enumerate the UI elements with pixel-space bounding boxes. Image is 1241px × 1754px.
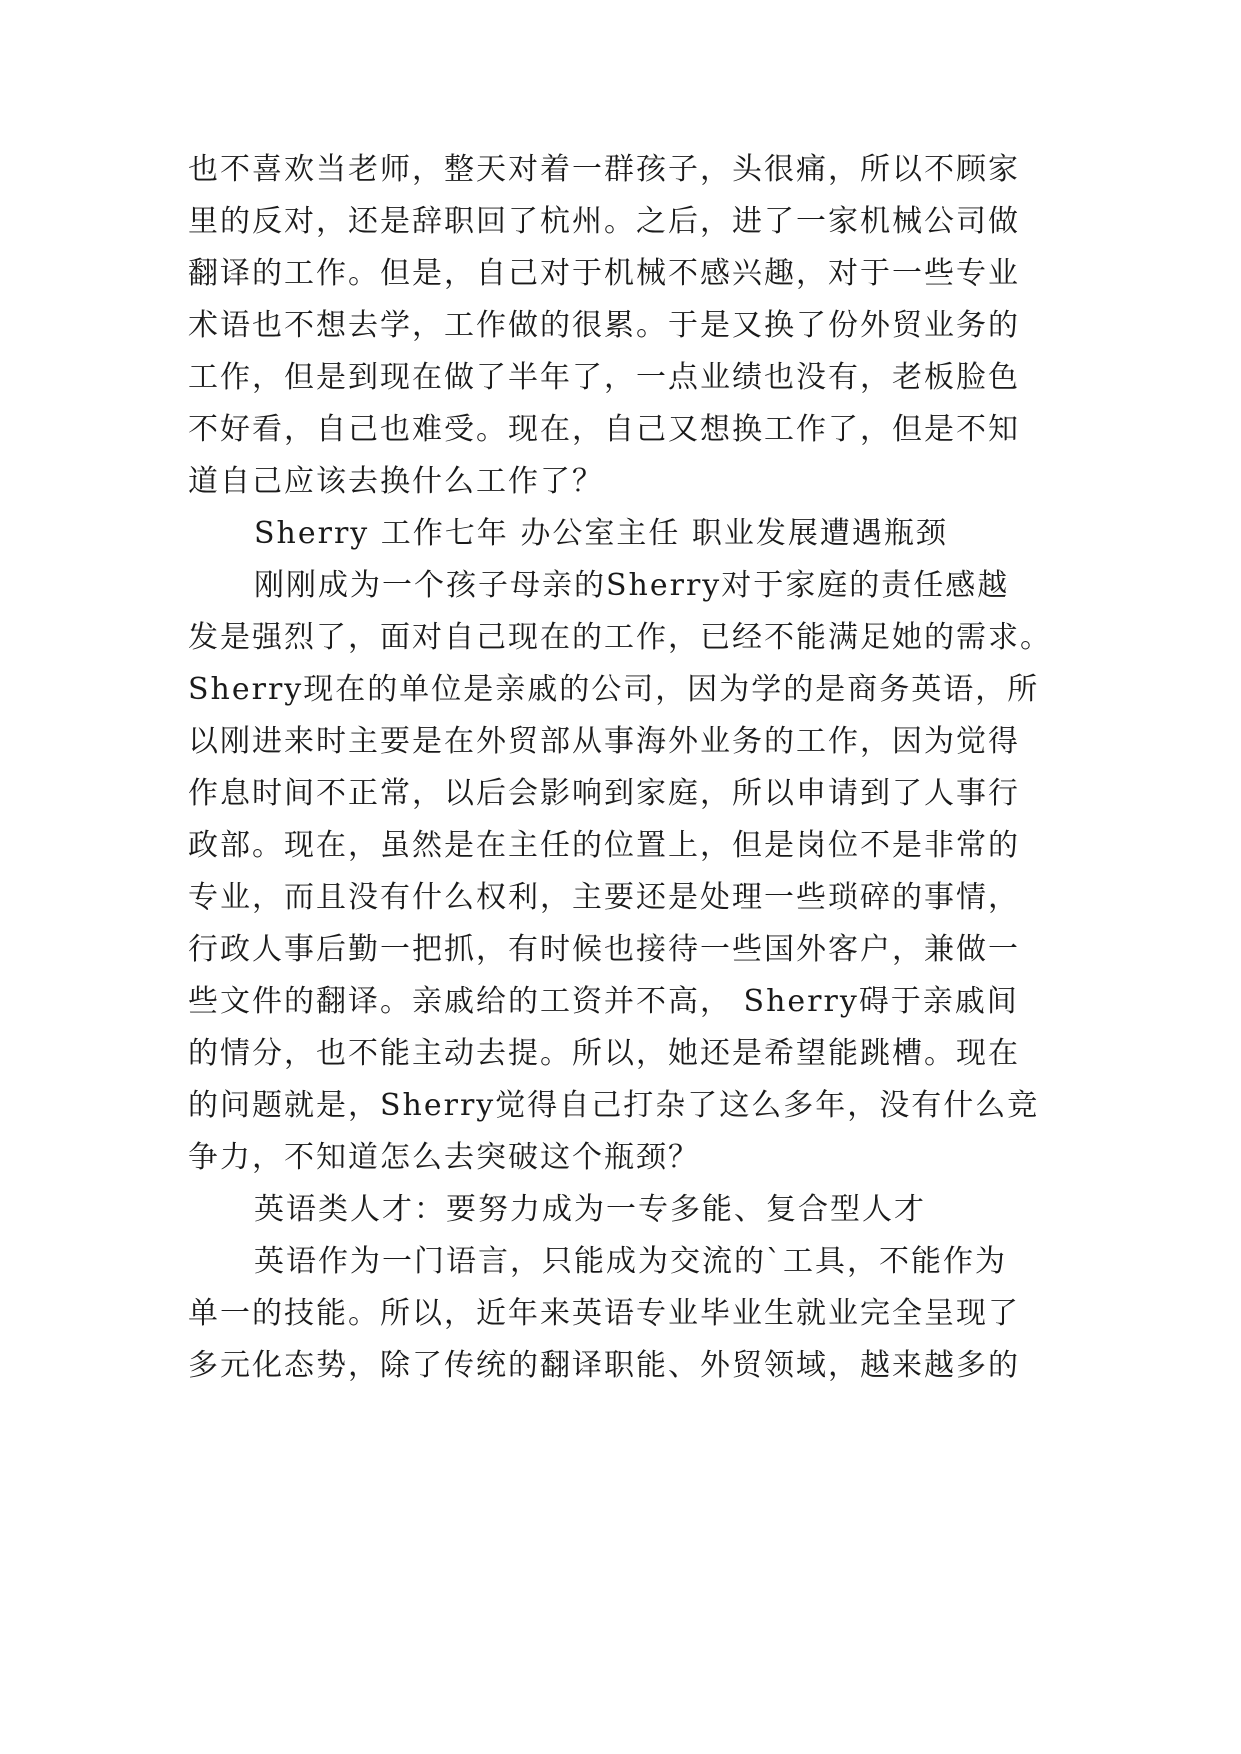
paragraph-line: 多元化态势，除了传统的翻译职能、外贸领域，越来越多的 bbox=[188, 1348, 1020, 1383]
paragraph-line: 政部。现在，虽然是在主任的位置上，但是岗位不是非常的 bbox=[188, 828, 1020, 863]
paragraph-line: 术语也不想去学，工作做的很累。于是又换了份外贸业务的 bbox=[188, 308, 1020, 343]
paragraph-line: 也不喜欢当老师，整天对着一群孩子，头很痛，所以不顾家 bbox=[188, 152, 1020, 187]
paragraph-line: 行政人事后勤一把抓，有时候也接待一些国外客户，兼做一 bbox=[188, 932, 1020, 967]
paragraph-line: 以刚进来时主要是在外贸部从事海外业务的工作，因为觉得 bbox=[188, 724, 1020, 759]
paragraph-line: 作息时间不正常，以后会影响到家庭，所以申请到了人事行 bbox=[188, 776, 1020, 811]
paragraph-line: Sherry现在的单位是亲戚的公司，因为学的是商务英语，所 bbox=[188, 672, 1040, 707]
section-heading: 英语类人才：要努力成为一专多能、复合型人才 bbox=[254, 1192, 926, 1227]
paragraph-line: 里的反对，还是辞职回了杭州。之后，进了一家机械公司做 bbox=[188, 204, 1020, 239]
paragraph-line: 道自己应该去换什么工作了？ bbox=[188, 464, 604, 499]
paragraph-line: 工作，但是到现在做了半年了，一点业绩也没有，老板脸色 bbox=[188, 360, 1020, 395]
paragraph-line: 的问题就是，Sherry觉得自己打杂了这么多年，没有什么竞 bbox=[188, 1088, 1040, 1123]
paragraph-line: 单一的技能。所以，近年来英语专业毕业生就业完全呈现了 bbox=[188, 1296, 1020, 1331]
paragraph-line: 翻译的工作。但是，自己对于机械不感兴趣，对于一些专业 bbox=[188, 256, 1020, 291]
section-heading: Sherry 工作七年 办公室主任 职业发展遭遇瓶颈 bbox=[254, 516, 948, 551]
paragraph-line: 争力，不知道怎么去突破这个瓶颈？ bbox=[188, 1140, 700, 1175]
paragraph-line: 刚刚成为一个孩子母亲的Sherry对于家庭的责任感越 bbox=[254, 568, 1010, 603]
paragraph-line: 的情分，也不能主动去提。所以，她还是希望能跳槽。现在 bbox=[188, 1036, 1020, 1071]
paragraph-line: 些文件的翻译。亲戚给的工资并不高， Sherry碍于亲戚间 bbox=[188, 984, 1019, 1019]
paragraph-line: 发是强烈了，面对自己现在的工作，已经不能满足她的需求。 bbox=[188, 620, 1052, 655]
paragraph-line: 专业，而且没有什么权利，主要还是处理一些琐碎的事情， bbox=[188, 880, 1020, 915]
paragraph-line: 英语作为一门语言，只能成为交流的`工具，不能作为 bbox=[254, 1244, 1007, 1279]
paragraph-line: 不好看，自己也难受。现在，自己又想换工作了，但是不知 bbox=[188, 412, 1020, 447]
